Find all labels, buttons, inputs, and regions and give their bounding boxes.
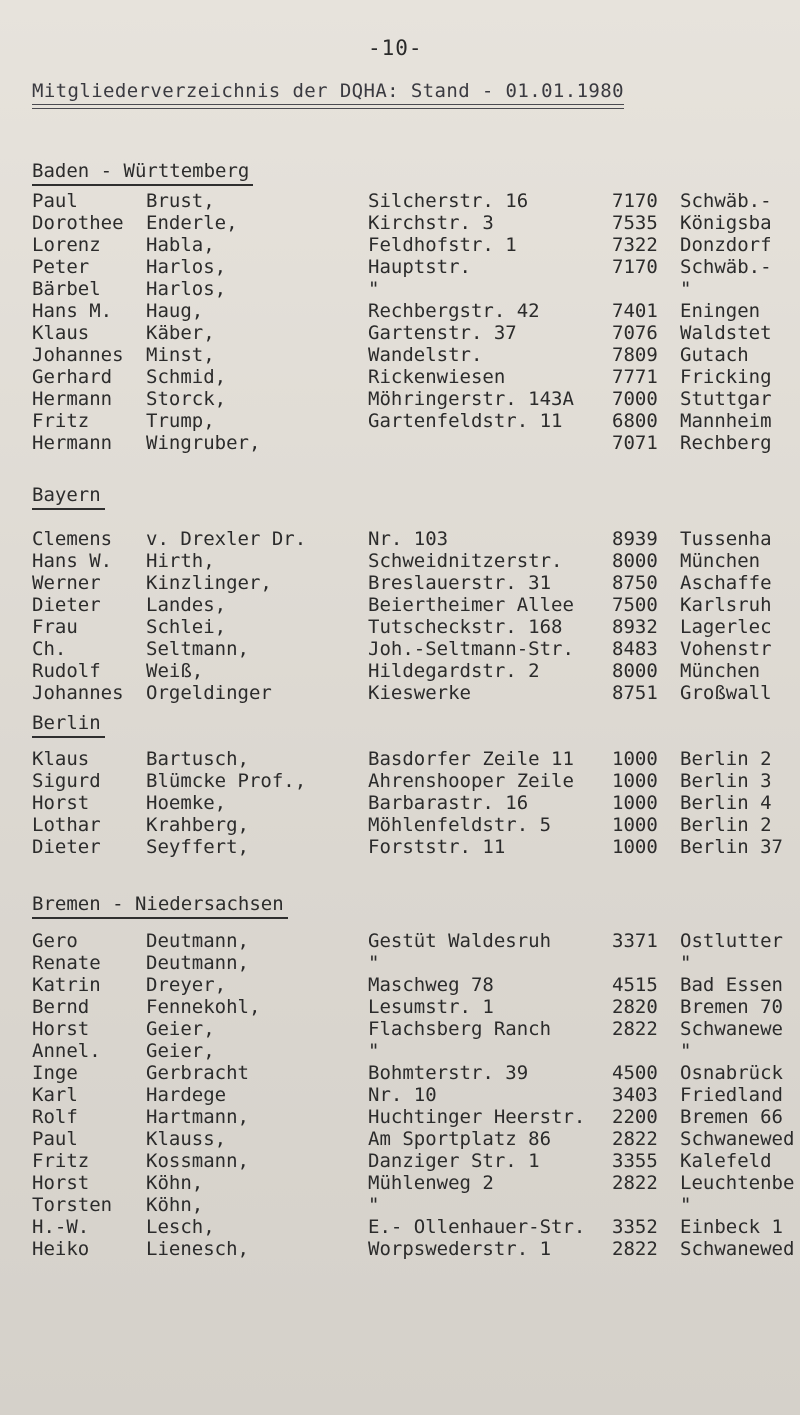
member-last-name: Kossmann, (146, 1150, 249, 1172)
member-street: Möhlenfeldstr. 5 (368, 814, 552, 836)
section-title: Berlin (32, 712, 101, 734)
member-last-name: Dreyer, (146, 974, 227, 996)
member-postcode: 4500 (612, 1062, 658, 1084)
member-last-name: Schlei, (146, 616, 227, 638)
header-text: Mitgliederverzeichnis der DQHA: Stand - 01.01.1980 (32, 80, 624, 102)
member-street: Hauptstr. (368, 256, 471, 278)
member-city: Großwall (680, 682, 772, 704)
member-postcode: 7322 (612, 234, 658, 256)
member-first-name: Rudolf (32, 660, 101, 682)
member-street: Barbarastr. 16 (368, 792, 529, 814)
member-row (0, 974, 800, 996)
member-last-name: v. Drexler Dr. (146, 528, 307, 550)
member-city: Bad Essen (680, 974, 783, 996)
member-first-name: Paul (32, 190, 78, 212)
member-postcode: 2820 (612, 996, 658, 1018)
member-last-name: Geier, (146, 1018, 215, 1040)
member-street: Basdorfer Zeile 11 (368, 748, 574, 770)
member-postcode: 2822 (612, 1238, 658, 1260)
section-heading (32, 712, 101, 734)
section-heading (32, 893, 284, 915)
member-street: Worpswederstr. 1 (368, 1238, 552, 1260)
member-postcode: 8000 (612, 550, 658, 572)
member-postcode: 1000 (612, 770, 658, 792)
member-street: Rechbergstr. 42 (368, 300, 540, 322)
member-street: Feldhofstr. 1 (368, 234, 517, 256)
member-street: Forststr. 11 (368, 836, 506, 858)
member-city: Leuchtenbe (680, 1172, 795, 1194)
member-row (0, 1128, 800, 1150)
member-city: Vohenstr (680, 638, 772, 660)
member-city: " (680, 1194, 692, 1216)
member-last-name: Orgeldinger (146, 682, 272, 704)
member-street: Breslauerstr. 31 (368, 572, 552, 594)
member-postcode: 7071 (612, 432, 658, 454)
member-street: Flachsberg Ranch (368, 1018, 552, 1040)
page-number: -10- (368, 36, 423, 60)
member-city: Schwäb.- (680, 190, 772, 212)
member-postcode: 2822 (612, 1128, 658, 1150)
member-first-name: Horst (32, 1018, 90, 1040)
member-last-name: Fennekohl, (146, 996, 261, 1018)
member-first-name: Fritz (32, 1150, 90, 1172)
member-street: Ahrenshooper Zeile (368, 770, 574, 792)
member-street: Schweidnitzerstr. (368, 550, 563, 572)
member-last-name: Köhn, (146, 1194, 204, 1216)
member-first-name: H.-W. (32, 1216, 90, 1238)
member-row (0, 1216, 800, 1238)
member-last-name: Deutmann, (146, 930, 249, 952)
member-postcode: 2822 (612, 1172, 658, 1194)
member-street: Silcherstr. 16 (368, 190, 529, 212)
member-last-name: Hirth, (146, 550, 215, 572)
member-first-name: Clemens (32, 528, 113, 550)
member-street: Danziger Str. 1 (368, 1150, 540, 1172)
member-first-name: Inge (32, 1062, 78, 1084)
member-city: Gutach (680, 344, 749, 366)
member-last-name: Gerbracht (146, 1062, 249, 1084)
member-city: Lagerlec (680, 616, 772, 638)
member-first-name: Klaus (32, 748, 90, 770)
member-postcode: 7000 (612, 388, 658, 410)
member-street: Nr. 103 (368, 528, 449, 550)
member-city: Schwäb.- (680, 256, 772, 278)
member-row (0, 278, 800, 300)
member-city: Karlsruh (680, 594, 772, 616)
member-last-name: Schmid, (146, 366, 227, 388)
member-row (0, 770, 800, 792)
member-postcode: 1000 (612, 748, 658, 770)
member-postcode: 8932 (612, 616, 658, 638)
member-postcode: 3371 (612, 930, 658, 952)
member-last-name: Seyffert, (146, 836, 249, 858)
member-first-name: Dieter (32, 836, 101, 858)
member-row (0, 1106, 800, 1128)
member-postcode: 1000 (612, 792, 658, 814)
member-postcode: 7535 (612, 212, 658, 234)
member-row (0, 814, 800, 836)
member-first-name: Annel. (32, 1040, 101, 1062)
member-last-name: Köhn, (146, 1172, 204, 1194)
member-city: Donzdorf (680, 234, 772, 256)
member-last-name: Habla, (146, 234, 215, 256)
member-city: Bremen 66 (680, 1106, 783, 1128)
member-row (0, 234, 800, 256)
member-postcode: 1000 (612, 836, 658, 858)
member-city: Mannheim (680, 410, 772, 432)
member-first-name: Fritz (32, 410, 90, 432)
member-street: " (368, 952, 380, 974)
member-postcode: 7401 (612, 300, 658, 322)
member-city: " (680, 1040, 692, 1062)
member-row (0, 1194, 800, 1216)
member-postcode: 7809 (612, 344, 658, 366)
member-last-name: Lienesch, (146, 1238, 249, 1260)
member-row (0, 594, 800, 616)
member-city: München (680, 550, 761, 572)
member-row (0, 792, 800, 814)
member-postcode: 3352 (612, 1216, 658, 1238)
member-postcode: 1000 (612, 814, 658, 836)
member-first-name: Gerhard (32, 366, 113, 388)
member-first-name: Bernd (32, 996, 90, 1018)
member-row (0, 550, 800, 572)
member-postcode: 8000 (612, 660, 658, 682)
member-row (0, 638, 800, 660)
member-first-name: Ch. (32, 638, 67, 660)
member-street: Beiertheimer Allee (368, 594, 574, 616)
member-last-name: Krahberg, (146, 814, 249, 836)
member-city: Einbeck 1 (680, 1216, 783, 1238)
member-first-name: Renate (32, 952, 101, 974)
member-street: Rickenwiesen (368, 366, 506, 388)
member-street: Huchtinger Heerstr. (368, 1106, 586, 1128)
section-underline (32, 508, 105, 510)
member-last-name: Seltmann, (146, 638, 249, 660)
member-city: Tussenha (680, 528, 772, 550)
member-street: Möhringerstr. 143A (368, 388, 574, 410)
member-last-name: Lesch, (146, 1216, 215, 1238)
section-heading (32, 160, 249, 182)
member-last-name: Brust, (146, 190, 215, 212)
member-first-name: Hermann (32, 432, 113, 454)
member-row (0, 572, 800, 594)
member-street: Gestüt Waldesruh (368, 930, 552, 952)
member-row (0, 256, 800, 278)
member-row (0, 1084, 800, 1106)
member-last-name: Hardege (146, 1084, 227, 1106)
member-row (0, 682, 800, 704)
member-first-name: Heiko (32, 1238, 90, 1260)
member-first-name: Frau (32, 616, 78, 638)
member-postcode: 8483 (612, 638, 658, 660)
member-city: Ostlutter (680, 930, 783, 952)
member-row (0, 836, 800, 858)
member-postcode: 2822 (612, 1018, 658, 1040)
member-last-name: Deutmann, (146, 952, 249, 974)
header-underline (32, 104, 624, 109)
member-street: Lesumstr. 1 (368, 996, 494, 1018)
member-street: Gartenstr. 37 (368, 322, 517, 344)
member-first-name: Dieter (32, 594, 101, 616)
member-first-name: Hans W. (32, 550, 113, 572)
member-city: Kalefeld (680, 1150, 772, 1172)
member-row (0, 996, 800, 1018)
member-street: Tutscheckstr. 168 (368, 616, 563, 638)
member-last-name: Harlos, (146, 278, 227, 300)
member-city: Schwanewe (680, 1018, 783, 1040)
member-last-name: Storck, (146, 388, 227, 410)
member-row (0, 616, 800, 638)
member-first-name: Johannes (32, 344, 124, 366)
member-city: Bremen 70 (680, 996, 783, 1018)
member-postcode: 2200 (612, 1106, 658, 1128)
member-street: Joh.-Seltmann-Str. (368, 638, 574, 660)
member-postcode: 6800 (612, 410, 658, 432)
member-street: Bohmterstr. 39 (368, 1062, 529, 1084)
member-row (0, 660, 800, 682)
member-row (0, 344, 800, 366)
member-row (0, 388, 800, 410)
member-last-name: Klauss, (146, 1128, 227, 1150)
member-first-name: Torsten (32, 1194, 113, 1216)
member-street: Kirchstr. 3 (368, 212, 494, 234)
member-first-name: Horst (32, 792, 90, 814)
member-city: Berlin 2 (680, 748, 772, 770)
member-first-name: Hermann (32, 388, 113, 410)
member-first-name: Karl (32, 1084, 78, 1106)
member-row (0, 1172, 800, 1194)
member-postcode: 7771 (612, 366, 658, 388)
member-city: Schwanewed (680, 1238, 795, 1260)
member-last-name: Enderle, (146, 212, 238, 234)
member-postcode: 8751 (612, 682, 658, 704)
member-first-name: Dorothee (32, 212, 124, 234)
member-row (0, 190, 800, 212)
member-row (0, 748, 800, 770)
member-street: E.- Ollenhauer-Str. (368, 1216, 586, 1238)
member-street: Kieswerke (368, 682, 471, 704)
member-first-name: Bärbel (32, 278, 101, 300)
member-last-name: Weiß, (146, 660, 204, 682)
member-last-name: Minst, (146, 344, 215, 366)
member-first-name: Peter (32, 256, 90, 278)
member-city: Schwanewed (680, 1128, 795, 1150)
member-city: Eningen (680, 300, 761, 322)
member-last-name: Blümcke Prof., (146, 770, 307, 792)
section-title: Bremen - Niedersachsen (32, 893, 284, 915)
member-last-name: Haug, (146, 300, 204, 322)
member-first-name: Gero (32, 930, 78, 952)
member-last-name: Hoemke, (146, 792, 227, 814)
member-row (0, 432, 800, 454)
member-last-name: Kinzlinger, (146, 572, 272, 594)
member-street: " (368, 278, 380, 300)
member-last-name: Käber, (146, 322, 215, 344)
member-row (0, 1238, 800, 1260)
member-row (0, 212, 800, 234)
member-first-name: Sigurd (32, 770, 101, 792)
section-underline (32, 184, 253, 186)
section-underline (32, 736, 105, 738)
member-postcode: 4515 (612, 974, 658, 996)
member-street: Am Sportplatz 86 (368, 1128, 552, 1150)
member-row (0, 952, 800, 974)
member-last-name: Bartusch, (146, 748, 249, 770)
member-postcode: 7170 (612, 256, 658, 278)
member-city: Fricking (680, 366, 772, 388)
member-first-name: Johannes (32, 682, 124, 704)
member-street: Hildegardstr. 2 (368, 660, 540, 682)
member-row (0, 410, 800, 432)
member-city: Stuttgar (680, 388, 772, 410)
member-city: Berlin 4 (680, 792, 772, 814)
member-street: Gartenfeldstr. 11 (368, 410, 563, 432)
member-city: München (680, 660, 761, 682)
member-last-name: Trump, (146, 410, 215, 432)
member-row (0, 528, 800, 550)
member-first-name: Katrin (32, 974, 101, 996)
member-last-name: Hartmann, (146, 1106, 249, 1128)
member-city: Osnabrück (680, 1062, 783, 1084)
member-postcode: 7500 (612, 594, 658, 616)
section-title: Bayern (32, 484, 101, 506)
member-first-name: Hans M. (32, 300, 113, 322)
member-row (0, 930, 800, 952)
member-city: Friedland (680, 1084, 783, 1106)
member-city: Berlin 2 (680, 814, 772, 836)
member-street: Mühlenweg 2 (368, 1172, 494, 1194)
member-first-name: Klaus (32, 322, 90, 344)
member-city: Waldstet (680, 322, 772, 344)
member-city: Rechberg (680, 432, 772, 454)
member-street: Maschweg 78 (368, 974, 494, 996)
member-postcode: 3355 (612, 1150, 658, 1172)
section-heading (32, 484, 101, 506)
member-city: " (680, 952, 692, 974)
member-first-name: Horst (32, 1172, 90, 1194)
member-first-name: Rolf (32, 1106, 78, 1128)
member-street: Nr. 10 (368, 1084, 437, 1106)
member-postcode: 7076 (612, 322, 658, 344)
member-first-name: Lothar (32, 814, 101, 836)
member-city: Berlin 37 (680, 836, 783, 858)
member-last-name: Geier, (146, 1040, 215, 1062)
member-last-name: Harlos, (146, 256, 227, 278)
member-postcode: 8939 (612, 528, 658, 550)
member-city: Königsba (680, 212, 772, 234)
member-city: " (680, 278, 692, 300)
member-first-name: Werner (32, 572, 101, 594)
member-postcode: 7170 (612, 190, 658, 212)
member-last-name: Wingruber, (146, 432, 261, 454)
member-last-name: Landes, (146, 594, 227, 616)
member-row (0, 1150, 800, 1172)
member-street: Wandelstr. (368, 344, 483, 366)
member-street: " (368, 1040, 380, 1062)
member-row (0, 1018, 800, 1040)
member-first-name: Paul (32, 1128, 78, 1150)
member-city: Aschaffe (680, 572, 772, 594)
member-row (0, 1040, 800, 1062)
member-first-name: Lorenz (32, 234, 101, 256)
section-title: Baden - Württemberg (32, 160, 250, 182)
member-city: Berlin 3 (680, 770, 772, 792)
member-row (0, 300, 800, 322)
member-postcode: 3403 (612, 1084, 658, 1106)
member-postcode: 8750 (612, 572, 658, 594)
document-header (32, 80, 624, 102)
member-row (0, 366, 800, 388)
member-street: " (368, 1194, 380, 1216)
member-row (0, 1062, 800, 1084)
member-row (0, 322, 800, 344)
section-underline (32, 917, 288, 919)
